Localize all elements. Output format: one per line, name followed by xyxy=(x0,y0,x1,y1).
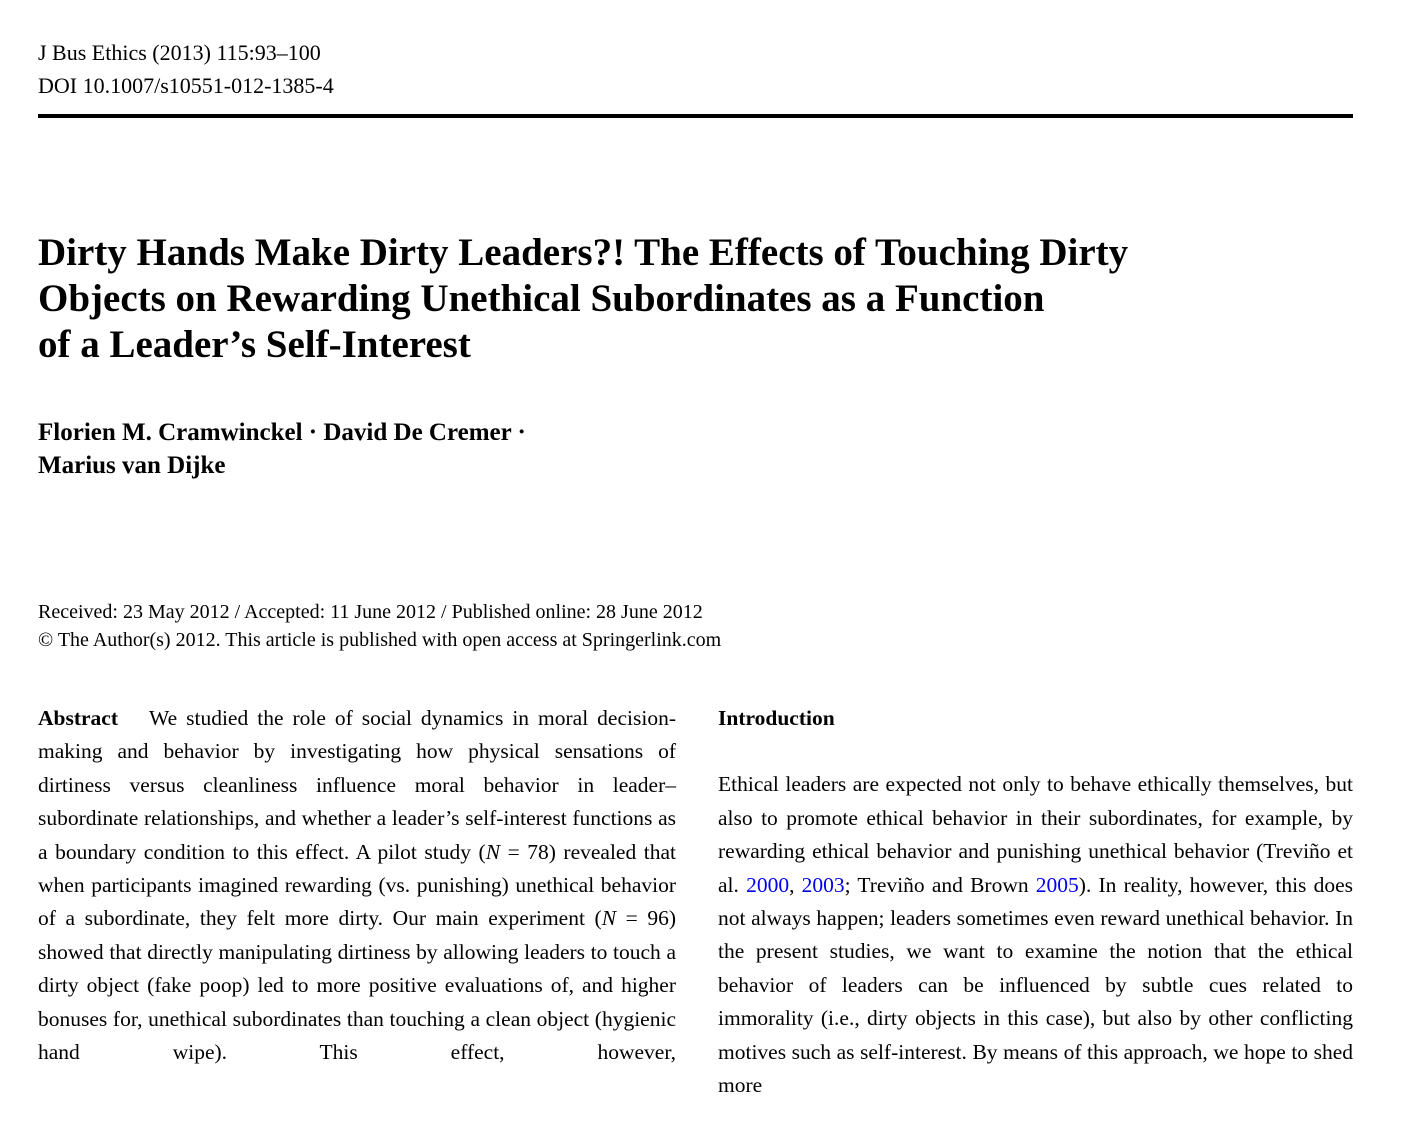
article-title xyxy=(38,230,1353,368)
citation-link-2003[interactable]: 2003 xyxy=(801,872,845,897)
introduction-column xyxy=(718,702,1353,1102)
abstract-text: = 96) showed that directly manipulating dirtiness by allowing leaders to touch a dirty object (fake poop) led to more positive evaluations of, and higher bonuses for, unethical subordinates than touching a clean object (hygienic hand wipe). This effect, however, xyxy=(38,906,676,1065)
citation-link-2000[interactable]: 2000 xyxy=(746,872,790,897)
copyright-line: © The Author(s) 2012. This article is published with open access at Springerlink.com xyxy=(38,629,722,651)
title-line: of a Leader’s Self-Interest xyxy=(38,323,471,366)
abstract-label: Abstract xyxy=(38,706,119,730)
author-list xyxy=(38,416,1353,482)
introduction-paragraph xyxy=(718,768,1353,1102)
abstract-column xyxy=(38,702,676,1102)
abstract-text: We studied the role of social dynamics in moral decision-making and behavior by investigating how physical sensations of dirtiness versus cleanliness influence moral behavior in leader–subordinate relationships, and whether a leader’s self-interest functions as a boundary condition to this effect. A pilot study ( xyxy=(38,706,676,864)
author-line: Marius van Dijke xyxy=(38,452,226,479)
author-line: Florien M. Cramwinckel · David De Cremer · xyxy=(38,419,526,446)
stat-n-symbol: N xyxy=(601,906,617,931)
introduction-text: , xyxy=(789,872,802,897)
article-meta xyxy=(38,598,1353,654)
introduction-heading: Introduction xyxy=(718,706,835,730)
abstract-paragraph xyxy=(38,702,676,1069)
received-dates: Received: 23 May 2012 / Accepted: 11 June 2012 / Published online: 28 June 2012 xyxy=(38,601,703,623)
journal-ref: J Bus Ethics (2013) 115:93–100 xyxy=(38,40,321,65)
doi: DOI 10.1007/s10551-012-1385-4 xyxy=(38,73,334,98)
citation-link-2005[interactable]: 2005 xyxy=(1035,872,1079,897)
journal-header xyxy=(38,36,1353,102)
title-line: Dirty Hands Make Dirty Leaders?! The Effects of Touching Dirty xyxy=(38,231,1129,274)
header-rule xyxy=(38,114,1353,118)
introduction-text: Ethical leaders are expected not only to behave ethically themselves, but also to promote ethical behavior in their subordinates, for example, by rewarding ethical behavior and punishing unethical behavior (Treviño et al. xyxy=(718,772,1353,897)
two-column-body xyxy=(38,702,1353,1102)
introduction-text: ). In reality, however, this does not always happen; leaders sometimes even reward unethical behavior. In the present studies, we want to examine the notion that the ethical behavior of leaders can be influenced by subtle cues related to immorality (i.e., dirty objects in this case), but also by other conflicting motives such as self-interest. By means of this approach, we hope to shed more xyxy=(718,872,1353,1098)
abstract-text: = 78) revealed that when participants imagined rewarding (vs. punishing) unethical behavior of a subordinate, they felt more dirty. Our main experiment ( xyxy=(38,839,676,931)
introduction-text: ; Treviño and Brown xyxy=(844,872,1036,897)
title-line: Objects on Rewarding Unethical Subordinates as a Function xyxy=(38,277,1045,320)
stat-n-symbol: N xyxy=(485,839,501,864)
